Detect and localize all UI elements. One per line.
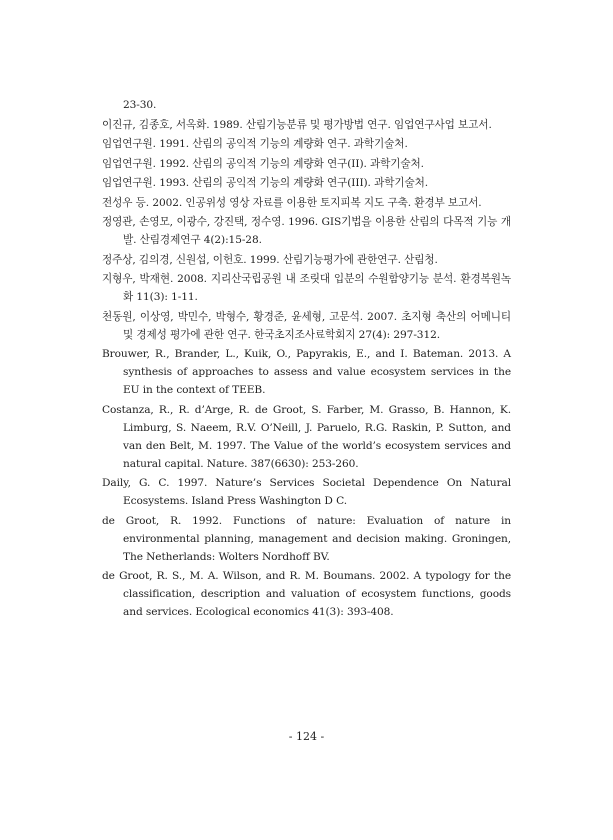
reference-list: [102, 96, 511, 623]
reference-item: 정영관, 손영모, 이광수, 강진택, 정수영. 1996. GIS기법을 이용한 산림의 다목적 기능 개발. 산림경제연구 4(2):15-28.: [102, 216, 511, 246]
reference-item: 임업연구원. 1992. 산림의 공익적 기능의 계량화 연구(II). 과학기술처.: [102, 157, 424, 170]
reference-item: Costanza, R., R. d’Arge, R. de Groot, S. Farber, M. Grasso, B. Hannon, K. Limburg, S. Naeem, R.V. O’Neill, J. Paruelo, R.G. Raskin, P. Sutton, and van den Belt, M. 1997. The Value of the world’s ecosystem services and natural capital. Nature. 387(6630): 253-260.: [102, 403, 511, 470]
reference-item: 이진규, 김종호, 서옥화. 1989. 산림기능분류 및 평가방법 연구. 임업연구사업 보고서.: [102, 118, 492, 131]
reference-item: 천동원, 이상영, 박민수, 박형수, 황경준, 윤세형, 고문석. 2007. 초지형 축산의 어메니티 및 경제성 평가에 관한 연구. 한국초지조사료학회지 27(4): 297-312.: [102, 310, 511, 341]
reference-item: Brouwer, R., Brander, L., Kuik, O., Papyrakis, E., and I. Bateman. 2013. A synthesis of approaches to assess and value ecosystem services in the EU in the context of TEEB.: [102, 348, 511, 396]
reference-item: de Groot, R. 1992. Functions of nature: Evaluation of nature in environmental planning, management and decision making. Groningen, The Netherlands: Wolters Nordhoff BV.: [102, 514, 511, 563]
reference-item: 임업연구원. 1993. 산림의 공익적 기능의 계량화 연구(III). 과학기술처.: [102, 177, 429, 189]
reference-item: 정주상, 김의경, 신원섭, 이헌호. 1999. 산림기능평가에 관한연구. 산림청.: [102, 253, 438, 266]
reference-item: Daily, G. C. 1997. Nature’s Services Societal Dependence On Natural Ecosystems. Island Press Washington D C.: [102, 477, 511, 507]
reference-continuation: 23-30.: [123, 99, 157, 111]
reference-item: 전성우 등. 2002. 인공위성 영상 자료를 이용한 토지피복 지도 구축. 환경부 보고서.: [102, 196, 482, 209]
reference-item: 지형우, 박재현. 2008. 지리산국립공원 내 조릿대 입분의 수원함양기능 분석. 환경복원녹화 11(3): 1-11.: [102, 273, 511, 303]
reference-item: de Groot, R. S., M. A. Wilson, and R. M. Boumans. 2002. A typology for the classification, description and valuation of ecosystem functions, goods and services. Ecological economics 41(3): 393-408.: [102, 570, 511, 618]
reference-item: 임업연구원. 1991. 산림의 공익적 기능의 계량화 연구. 과학기술처.: [102, 138, 408, 150]
page-number: - 124 -: [288, 730, 325, 743]
